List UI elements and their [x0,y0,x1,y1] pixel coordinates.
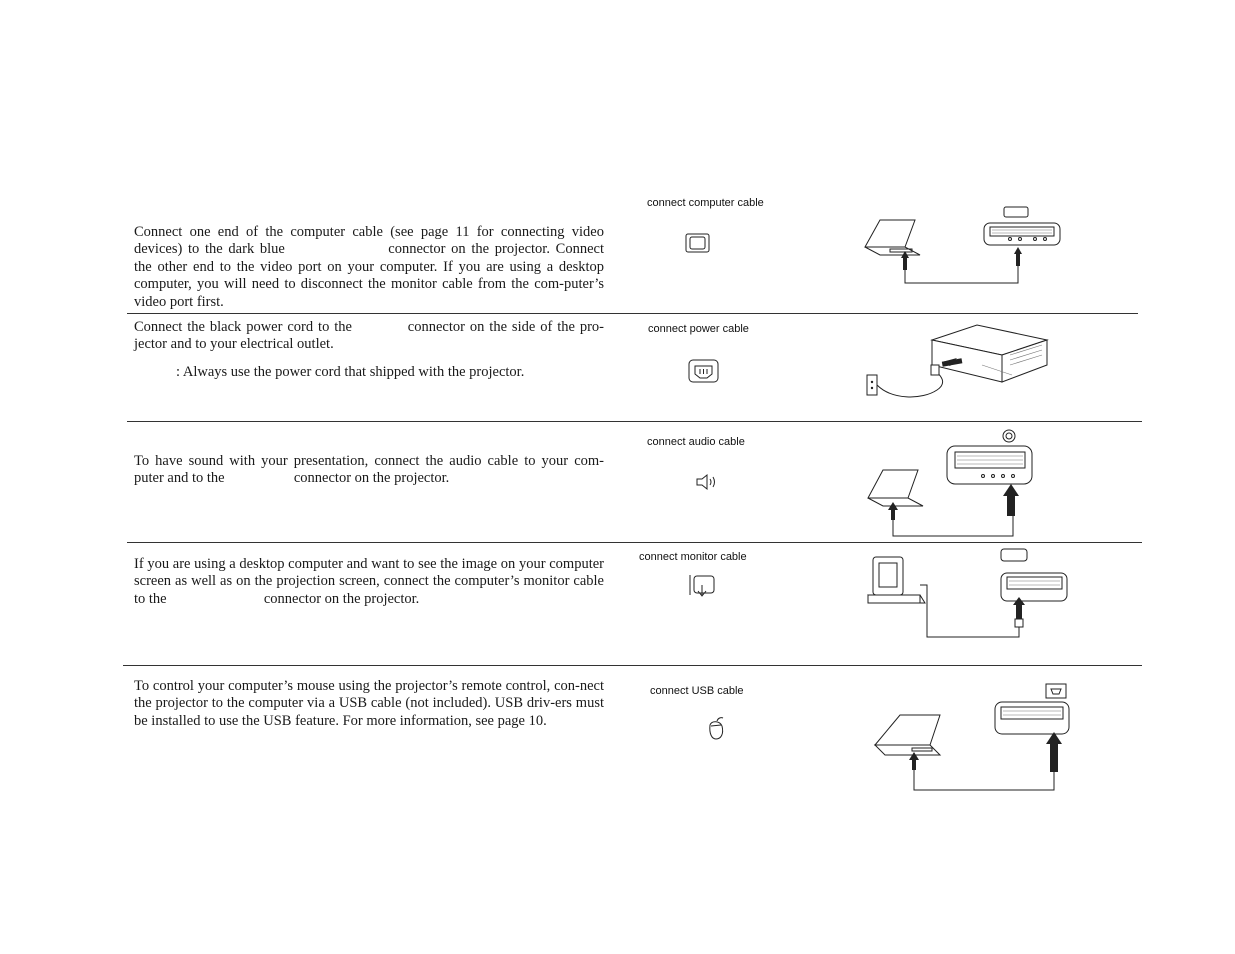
caption-monitor-cable: connect monitor cable [639,551,747,563]
section-divider [123,665,1142,666]
text-part: connector on the projector. [290,470,450,487]
text-part: Connect one end of the computer cable (see page 11 for connecting video devices) to the dark blue [134,224,608,258]
caption-usb-cable: connect USB cable [650,685,744,697]
text-part: connector on the projector. [260,590,420,607]
paragraph-usb-cable: To control your computer’s mouse using the projector’s remote control, con-nect the projector to the computer via a USB cable (not included). USB driv-ers must be installed to use the USB feature. For more information, see page 10. [134,678,604,729]
monitor-cable-diagram-icon [865,545,1075,650]
paragraph-power-cable [134,319,604,354]
section-divider [127,313,1138,314]
paragraph-audio-cable [134,453,604,488]
audio-cable-diagram-icon [863,428,1043,548]
note-power-cord: : Always use the power cord that shipped with the projector. [176,364,525,380]
speaker-icon [695,473,719,496]
usb-cable-diagram-icon [870,680,1075,800]
text-part: connector on the side of the pro-jector and to your electrical outlet. [134,319,604,353]
mouse-icon [705,716,727,747]
caption-power-cable: connect power cable [648,323,749,335]
text-part: If you are using a desktop computer and want to see the image on your computer screen as well as on the projection screen, connect the computer’s monitor cable to the [134,556,608,607]
computer-port-icon [685,233,711,258]
caption-computer-cable: connect computer cable [647,197,764,209]
monitor-out-icon [688,573,718,604]
text-part: Connect the black power cord to the [134,319,357,335]
power-connector-icon [688,359,720,388]
computer-cable-diagram-icon [860,205,1070,295]
caption-audio-cable: connect audio cable [647,436,745,448]
section-divider [127,421,1142,422]
paragraph-computer-cable [134,224,608,311]
power-cable-diagram-icon [862,320,1077,410]
text-part: connector on the projector. Connect the other end to the video port on your computer. If you are using a desktop computer, you will need to disconnect the monitor cable from the com-puter’s video port first. [134,241,608,310]
text-part: To have sound with your presentation, connect the audio cable to your com-puter and to the [134,453,604,487]
section-divider [127,542,1142,543]
paragraph-monitor-cable [134,556,608,608]
